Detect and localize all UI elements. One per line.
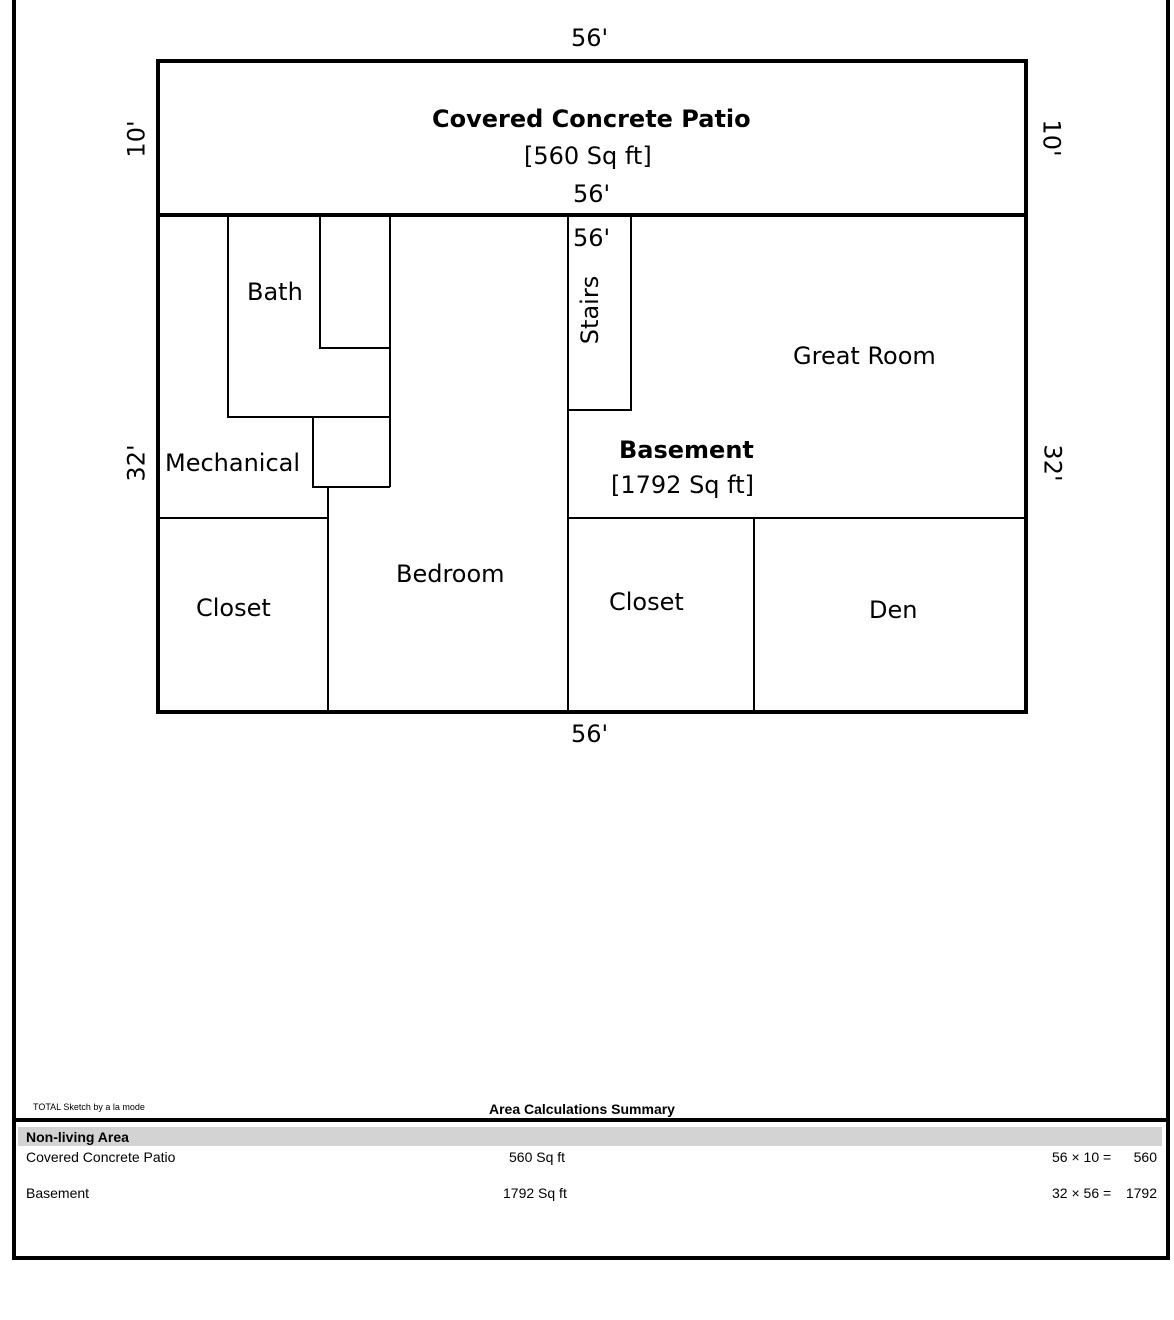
room-stairs: Stairs [576,275,605,345]
summary-title: Area Calculations Summary [489,1101,675,1117]
room-bath: Bath [247,278,303,306]
room-bedroom: Bedroom [396,560,505,588]
summary-row-area: 1792 Sq ft [503,1185,567,1201]
dim-right-basement: 32' [1038,444,1067,482]
patio-name: Covered Concrete Patio [432,105,751,133]
summary-row-calc: 32 × 56 = [1052,1185,1112,1201]
section-band [18,1127,1162,1146]
summary-row-name: Covered Concrete Patio [26,1149,176,1165]
bath-closet-wall [320,215,390,348]
room-den: Den [869,596,918,624]
room-closet-left: Closet [196,594,271,622]
patio-size: [560 Sq ft] [524,142,652,170]
summary-row-total: 1792 [1125,1185,1157,1201]
basement-name: Basement [619,436,754,464]
dim-right-patio: 10' [1037,119,1066,157]
chase-wall [313,417,390,487]
room-great-room: Great Room [793,342,936,370]
bath-wall [228,215,390,417]
room-closet-right: Closet [609,588,684,616]
summary-divider [12,1118,1170,1122]
section-heading: Non-living Area [26,1129,129,1145]
summary-row-calc: 56 × 10 = [1052,1149,1112,1165]
summary-row-name: Basement [26,1185,90,1201]
dim-patio-bottom: 56' [573,180,611,208]
dim-stairs-top: 56' [573,224,611,252]
basement-size: [1792 Sq ft] [611,471,754,499]
room-mechanical: Mechanical [165,449,301,477]
summary-row-area: 560 Sq ft [509,1149,566,1165]
dim-left-patio: 10' [122,120,151,158]
dim-top-outer: 56' [571,24,609,52]
software-credit: TOTAL Sketch by a la mode [33,1102,145,1112]
dim-left-basement: 32' [122,444,151,482]
summary-row-total: 560 [1133,1149,1157,1165]
dim-bottom: 56' [571,720,609,748]
